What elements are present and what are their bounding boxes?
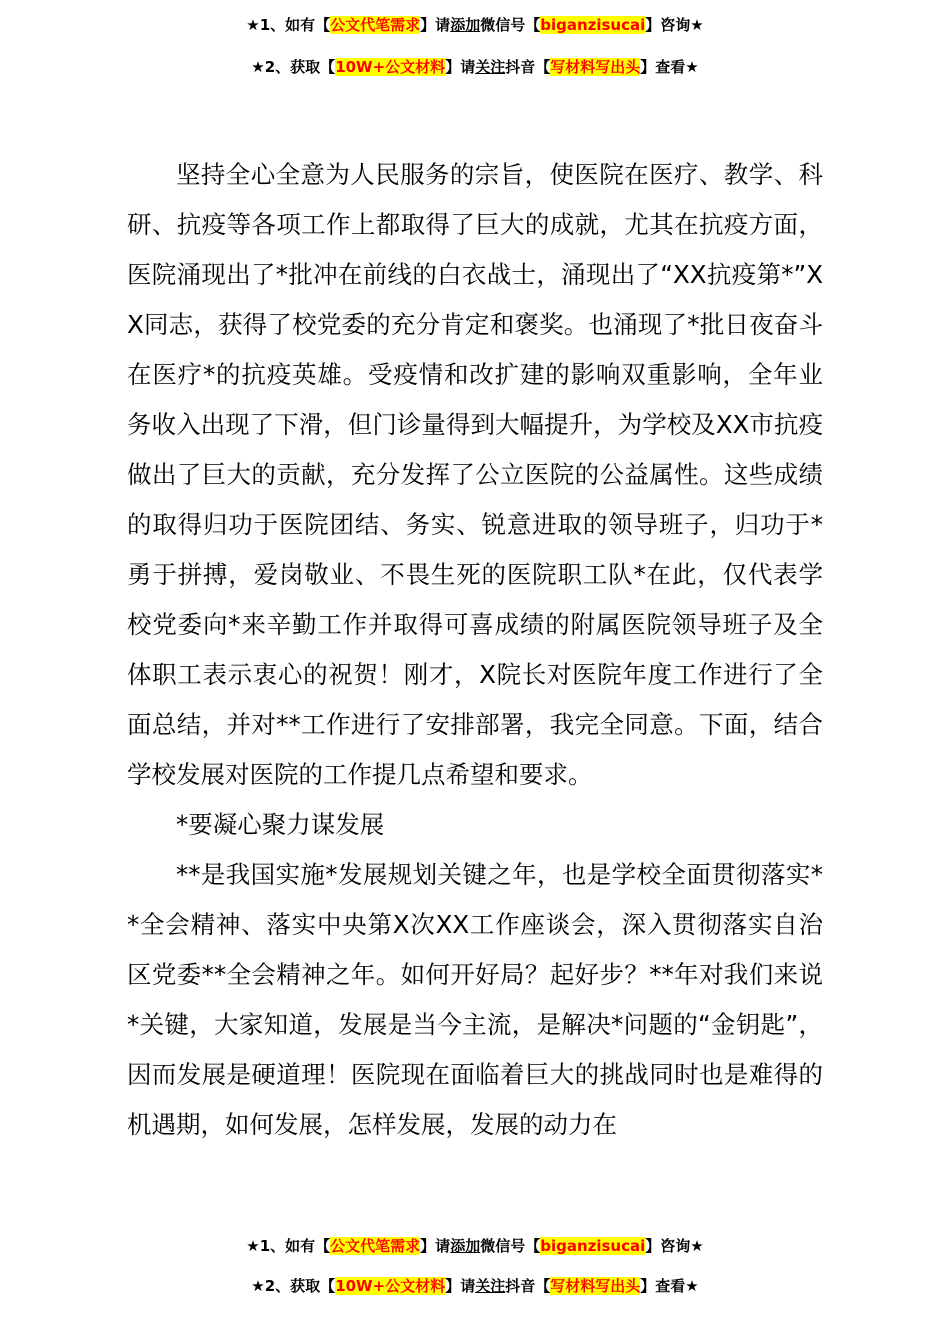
promo-wechat-id: biganzisucai [540,16,646,34]
promo-text: 微信号【 [480,1237,541,1255]
promo-suffix: 】咨询★ [645,1237,704,1255]
promo-text: 抖音【 [505,1277,551,1295]
promo-suffix: 】查看★ [640,58,699,76]
promo-highlight: 公文代笔需求 [330,16,421,34]
promo-text: 】请 [420,16,451,34]
bottom-promo-line-2 [0,1275,950,1297]
top-promo-line-2 [0,56,950,78]
promo-highlight: 公文代笔需求 [330,1237,421,1255]
promo-prefix: ★1、如有【 [246,16,331,34]
top-promo-line-1 [0,14,950,36]
promo-text: 】请 [445,58,476,76]
promo-suffix: 】查看★ [640,1277,699,1295]
section-heading: *要凝心聚力谋发展 [176,810,385,839]
promo-prefix: ★1、如有【 [246,1237,331,1255]
promo-prefix: ★2、获取【 [251,1277,336,1295]
promo-underline: 关注 [475,1277,506,1295]
promo-text: 微信号【 [480,16,541,34]
promo-suffix: 】咨询★ [645,16,704,34]
promo-text: 抖音【 [505,58,551,76]
promo-highlight: 10W+公文材料 [335,58,446,76]
promo-wechat-id: biganzisucai [540,1237,646,1255]
promo-highlight: 10W+公文材料 [335,1277,446,1295]
promo-prefix: ★2、获取【 [251,58,336,76]
promo-douyin-id: 写材料写出头 [550,58,641,76]
promo-underline: 添加 [450,1237,481,1255]
document-body [127,150,823,1150]
bottom-promo-line-1 [0,1235,950,1257]
promo-underline: 添加 [450,16,481,34]
promo-text: 】请 [420,1237,451,1255]
promo-underline: 关注 [475,58,506,76]
body-paragraph: 坚持全心全意为人民服务的宗旨，使医院在医疗、教学、科研、抗疫等各项工作上都取得了巨大的成就，尤其在抗疫方面，医院涌现出了*批冲在前线的白衣战士，涌现出了“XX抗疫第*”XX同志，获得了校党委的充分肯定和褒奖。也涌现了*批日夜奋斗在医疗*的抗疫英雄。受疫情和改扩建的影响双重影响，全年业务收入出现了下滑，但门诊量得到大幅提升，为学校及XX市抗疫做出了巨大的贡献，充分发挥了公立医院的公益属性。这些成绩的取得归功于医院团结、务实、锐意进取的领导班子，归功于*勇于拼搏，爱岗敬业、不畏生死的医院职工队*在此，仅代表学校党委向*来辛勤工作并取得可喜成绩的附属医院领导班子及全体职工表示衷心的祝贺！刚才，X院长对医院年度工作进行了全面总结，并对**工作进行了安排部署，我完全同意。下面，结合学校发展对医院的工作提几点希望和要求。 [127,160,823,789]
body-paragraph: **是我国实施*发展规划关键之年，也是学校全面贯彻落实**全会精神、落实中央第X次XX工作座谈会，深入贯彻落实自治区党委**全会精神之年。如何开好局？起好步？**年对我们来说*关键，大家知道，发展是当今主流，是解决*问题的“金钥匙”，因而发展是硬道理！医院现在面临着巨大的挑战同时也是难得的机遇期，如何发展，怎样发展，发展的动力在 [127,860,823,1139]
promo-douyin-id: 写材料写出头 [550,1277,641,1295]
promo-text: 】请 [445,1277,476,1295]
